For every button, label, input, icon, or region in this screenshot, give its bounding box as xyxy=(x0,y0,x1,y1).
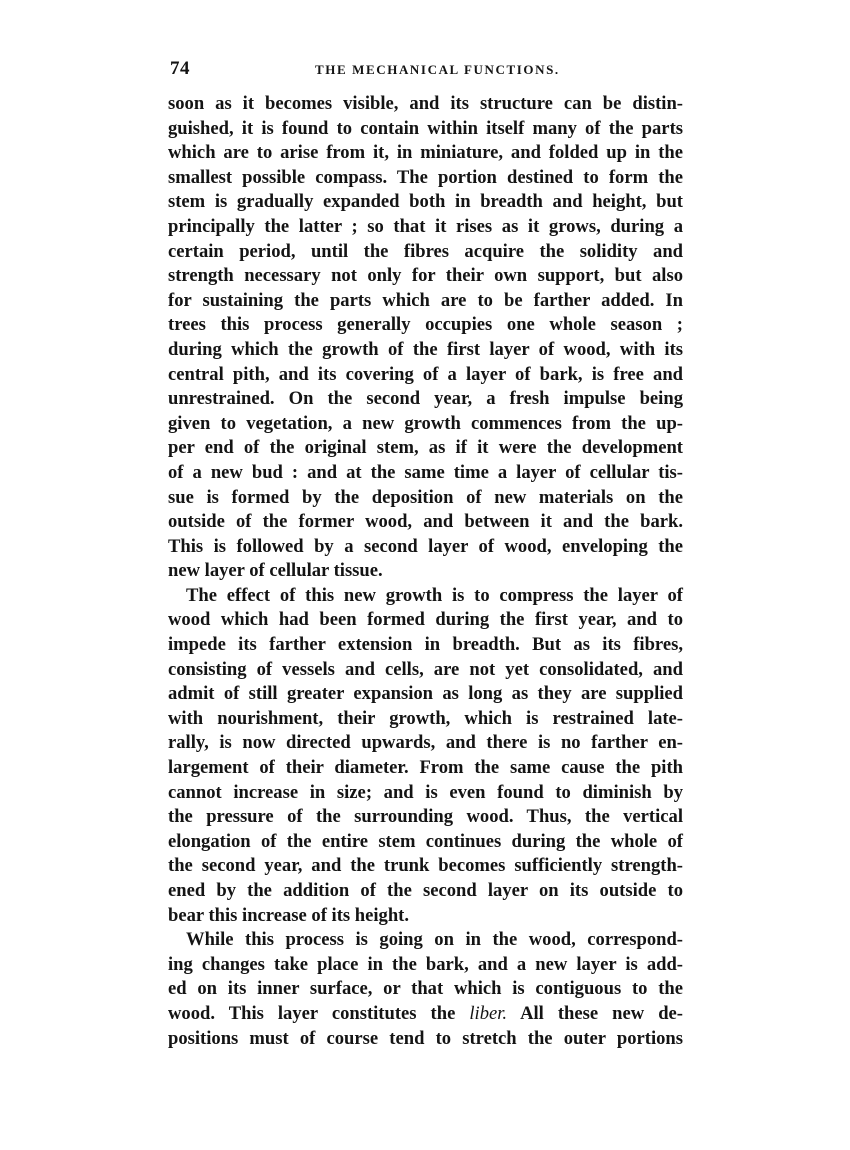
text-line: new layer of cellular tissue. xyxy=(168,560,383,582)
running-head: THE MECHANICAL FUNCTIONS. xyxy=(315,62,560,77)
text-segment: All these new de- xyxy=(507,1002,683,1024)
text-line: elongation of the entire stem continues during the whole of xyxy=(168,830,683,852)
text-line: with nourishment, their growth, which is restrained late- xyxy=(168,707,683,729)
text-line: positions must of course tend to stretch the outer portions xyxy=(168,1027,683,1049)
paragraph-3 xyxy=(168,928,683,1051)
paragraph-2 xyxy=(168,584,683,928)
text-line: cannot increase in size; and is even found to diminish by xyxy=(168,781,683,803)
text-line: sue is formed by the deposition of new materials on the xyxy=(168,486,683,508)
text-line: This is followed by a second layer of wood, enveloping the xyxy=(168,535,683,557)
text-line: The effect of this new growth is to compress the layer of xyxy=(186,584,683,606)
text-line: smallest possible compass. The portion destined to form the xyxy=(168,166,683,188)
body-text xyxy=(168,92,683,1051)
text-line: central pith, and its covering of a layer of bark, is free and xyxy=(168,363,683,385)
text-line: trees this process generally occupies one whole season ; xyxy=(168,314,683,336)
text-line: impede its farther extension in breadth. But as its fibres, xyxy=(168,634,683,656)
text-line: ed on its inner surface, or that which is contiguous to the xyxy=(168,978,683,1000)
text-line: ing changes take place in the bark, and a new layer is add- xyxy=(168,953,683,975)
text-line: bear this increase of its height. xyxy=(168,904,410,926)
text-line: the pressure of the surrounding wood. Thus, the vertical xyxy=(168,806,683,828)
text-line: which are to arise from it, in miniature, and folded up in the xyxy=(168,142,683,164)
text-line: the second year, and the trunk becomes sufficiently strength- xyxy=(168,855,683,877)
text-line: wood which had been formed during the first year, and to xyxy=(168,609,683,631)
text-line: largement of their diameter. From the same cause the pith xyxy=(168,757,683,779)
text-line: of a new bud : and at the same time a layer of cellular tis- xyxy=(168,461,683,483)
text-line: per end of the original stem, as if it were the development xyxy=(168,437,683,459)
text-line: outside of the former wood, and between it and the bark. xyxy=(168,511,683,533)
text-line: principally the latter ; so that it rises as it grows, during a xyxy=(168,215,683,237)
text-line: unrestrained. On the second year, a fresh impulse being xyxy=(168,388,683,410)
italic-term: liber. xyxy=(469,1002,508,1024)
text-line: for sustaining the parts which are to be farther added. In xyxy=(168,289,683,311)
page-header xyxy=(170,58,685,82)
text-line: strength necessary not only for their own support, but also xyxy=(168,265,683,287)
text-line: ened by the addition of the second layer on its outside to xyxy=(168,880,683,901)
text-line: soon as it becomes visible, and its structure can be distin- xyxy=(168,93,683,114)
text-line-with-italic xyxy=(168,1002,683,1027)
paragraph-1 xyxy=(168,92,683,584)
text-line: given to vegetation, a new growth commences from the up- xyxy=(168,412,683,434)
page-number: 74 xyxy=(170,58,190,79)
text-line: admit of still greater expansion as long as they are supplied xyxy=(168,683,683,705)
text-line: rally, is now directed upwards, and there is no farther en- xyxy=(168,732,683,754)
text-line: guished, it is found to contain within itself many of the parts xyxy=(168,117,683,139)
text-line: during which the growth of the first layer of wood, with its xyxy=(168,338,683,360)
text-line: consisting of vessels and cells, are not yet consolidated, and xyxy=(168,658,683,680)
text-line: stem is gradually expanded both in breadth and height, but xyxy=(168,191,683,213)
text-line: While this process is going on in the wood, correspond- xyxy=(186,929,683,951)
text-segment: wood. This layer constitutes the xyxy=(168,1002,470,1024)
text-line: certain period, until the fibres acquire the solidity and xyxy=(168,240,683,262)
